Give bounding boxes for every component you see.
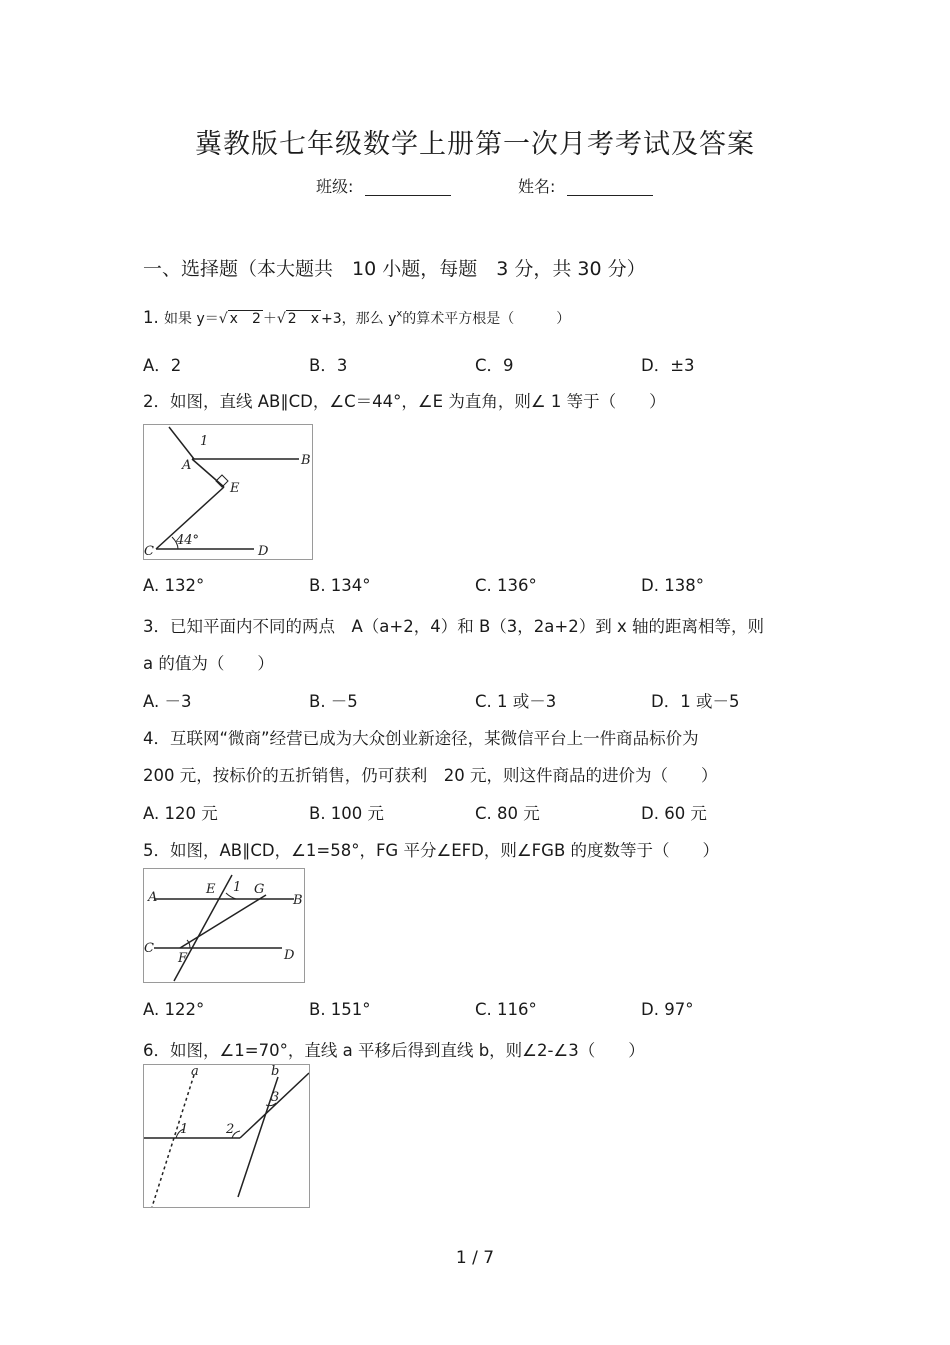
q5-label-d: D bbox=[284, 948, 295, 963]
q1-prefix: 如果 y＝ bbox=[164, 311, 219, 327]
q6-figure bbox=[143, 1064, 310, 1208]
q1-superscript: x bbox=[396, 308, 403, 320]
q2-figure bbox=[143, 424, 313, 560]
q6-label-2: 2 bbox=[226, 1122, 235, 1137]
q2-label-d: D bbox=[258, 544, 269, 559]
q1-plus: ＋ bbox=[262, 311, 277, 327]
q5-label-c: C bbox=[144, 941, 154, 956]
q2-option-a: A. 132° bbox=[143, 576, 205, 595]
class-label: 班级: bbox=[316, 177, 354, 196]
q5-label-b: B bbox=[293, 893, 303, 908]
question-5: 5．如图，AB∥CD，∠1=58°，FG 平分∠EFD，则∠FGB 的度数等于（ ） bbox=[143, 841, 720, 860]
q4-option-c: C. 80 元 bbox=[475, 804, 540, 823]
name-field bbox=[518, 174, 653, 197]
q6-label-3: 3 bbox=[271, 1090, 280, 1105]
class-field bbox=[316, 174, 451, 197]
q2-label-a: A bbox=[182, 458, 192, 473]
q4-option-b: B. 100 元 bbox=[309, 804, 385, 823]
q5-option-b: B. 151° bbox=[309, 1000, 371, 1019]
q2-label-c: C bbox=[144, 544, 154, 559]
q4-option-d: D. 60 元 bbox=[641, 804, 707, 823]
section-heading: 一、选择题（本大题共 10 小题，每题 3 分，共 30 分） bbox=[143, 258, 646, 280]
q3-option-b: B. －5 bbox=[309, 692, 358, 711]
q5-label-f: F bbox=[178, 951, 188, 966]
q2-option-c: C. 136° bbox=[475, 576, 537, 595]
q4-option-a: A. 120 元 bbox=[143, 804, 218, 823]
q5-option-d: D. 97° bbox=[641, 1000, 694, 1019]
question-1: 1. 如果 y＝√ x 2 ＋√ 2 x +3，那么 $y^x$的算术平方根是（ ） bbox=[143, 308, 571, 327]
q5-label-e: E bbox=[206, 882, 216, 897]
q5-label-1: 1 bbox=[233, 880, 242, 895]
name-label: 姓名: bbox=[518, 177, 556, 196]
q6-label-a: a bbox=[191, 1065, 199, 1079]
name-blank bbox=[567, 177, 653, 196]
q6-label-1: 1 bbox=[180, 1122, 189, 1137]
q5-label-g: G bbox=[254, 882, 265, 897]
question-4-line-2: 200 元，按标价的五折销售，仍可获利 20 元，则这件商品的进价为（ ） bbox=[143, 766, 718, 785]
question-4-line-1: 4．互联网“微商”经营已成为大众创业新途径，某微信平台上一件商品标价为 bbox=[143, 729, 699, 748]
question-2: 2．如图，直线 AB∥CD，∠C＝44°，∠E 为直角，则∠ 1 等于（ ） bbox=[143, 392, 666, 411]
q1-suffix: 的算术平方根是（ ） bbox=[402, 311, 571, 327]
q2-label-1: 1 bbox=[200, 434, 209, 449]
q1-option-c: C．9 bbox=[475, 356, 514, 375]
question-6: 6．如图，∠1=70°，直线 a 平移后得到直线 b，则∠2-∠3（ ） bbox=[143, 1041, 645, 1060]
q2-option-d: D. 138° bbox=[641, 576, 704, 595]
q3-option-c: C. 1 或－3 bbox=[475, 692, 557, 711]
q1-radical-2: 2 x bbox=[287, 311, 319, 327]
q1-radical-1: x 2 bbox=[229, 311, 261, 327]
q3-option-d: D．1 或－5 bbox=[651, 692, 740, 711]
q5-option-c: C. 116° bbox=[475, 1000, 537, 1019]
page-number: 1 / 7 bbox=[455, 1248, 495, 1268]
question-3-line-1: 3．已知平面内不同的两点 A（a+2，4）和 B（3，2a+2）到 x 轴的距离相等，则 bbox=[143, 617, 764, 636]
q1-number: 1. bbox=[143, 308, 159, 327]
page-title: 冀教版七年级数学上册第一次月考考试及答案 bbox=[195, 129, 755, 160]
q2-option-b: B. 134° bbox=[309, 576, 371, 595]
q1-option-d: D．±3 bbox=[641, 356, 695, 375]
q1-option-b: B．3 bbox=[309, 356, 348, 375]
q6-label-b: b bbox=[271, 1065, 280, 1079]
q2-label-angle: 44° bbox=[176, 533, 200, 548]
q5-figure bbox=[143, 868, 305, 983]
q2-label-e: E bbox=[230, 481, 240, 496]
class-blank bbox=[365, 177, 451, 196]
q1-mid: +3，那么 y bbox=[321, 311, 397, 327]
q5-label-a: A bbox=[148, 890, 158, 905]
q1-option-a: A．2 bbox=[143, 356, 182, 375]
question-3-line-2: a 的值为（ ） bbox=[143, 654, 274, 673]
q2-label-b: B bbox=[301, 453, 311, 468]
q5-option-a: A. 122° bbox=[143, 1000, 205, 1019]
q3-option-a: A. －3 bbox=[143, 692, 192, 711]
